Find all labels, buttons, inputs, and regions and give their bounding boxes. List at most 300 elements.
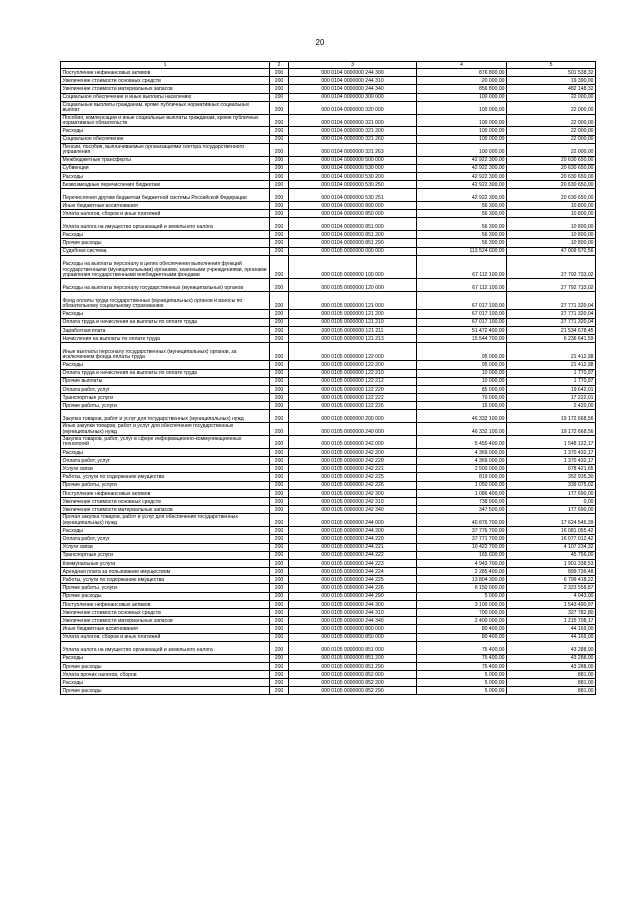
line-code-cell: 200 bbox=[270, 127, 289, 135]
budget-code-cell: 000 0104 0000000 244 310 bbox=[289, 77, 417, 85]
executed-amount-cell: 27 792 733,02 bbox=[507, 255, 596, 279]
table-row bbox=[61, 77, 596, 85]
executed-amount-cell: 327 782,80 bbox=[507, 609, 596, 617]
executed-amount-cell: 17 624 546,39 bbox=[507, 514, 596, 527]
budget-code-cell: 000 0105 0000000 000 000 bbox=[289, 247, 417, 255]
executed-amount-cell: 44 169,00 bbox=[507, 633, 596, 641]
budget-code-cell: 000 0105 0000000 100 000 bbox=[289, 255, 417, 279]
approved-amount-cell: 100 000,00 bbox=[417, 101, 507, 114]
item-name-cell: Иные выплаты персоналу государственных (муниципальных) органов, за исключением фонда оплаты труда bbox=[61, 343, 270, 361]
line-code-cell: 200 bbox=[270, 473, 289, 481]
table-row bbox=[61, 670, 596, 678]
budget-code-cell: 000 0104 0000000 500 000 bbox=[289, 156, 417, 164]
item-name-cell: Арендная плата за пользование имуществом bbox=[61, 568, 270, 576]
approved-amount-cell: 67 112 100,00 bbox=[417, 255, 507, 279]
item-name-cell: Уплата налогов, сборов и иных платежей bbox=[61, 633, 270, 641]
budget-execution-table bbox=[60, 61, 596, 695]
table-body bbox=[61, 69, 596, 695]
item-name-cell: Работы, услуги по содержанию имущества bbox=[61, 473, 270, 481]
executed-amount-cell: 1 370 432,17 bbox=[507, 457, 596, 465]
table-row bbox=[61, 535, 596, 543]
table-row bbox=[61, 568, 596, 576]
column-header: 1 bbox=[61, 62, 270, 69]
item-name-cell: Расходы bbox=[61, 448, 270, 456]
approved-amount-cell: 165 600,00 bbox=[417, 551, 507, 559]
table-row bbox=[61, 448, 596, 456]
executed-amount-cell: 6 236 641,59 bbox=[507, 334, 596, 342]
line-code-cell: 200 bbox=[270, 292, 289, 310]
line-code-cell: 200 bbox=[270, 670, 289, 678]
executed-amount-cell: 21 412,98 bbox=[507, 343, 596, 361]
approved-amount-cell: 56 300,00 bbox=[417, 231, 507, 239]
executed-amount-cell: 177 690,00 bbox=[507, 489, 596, 497]
item-name-cell: Поступление нефинансовых активов bbox=[61, 489, 270, 497]
table-row bbox=[61, 318, 596, 326]
line-code-cell: 200 bbox=[270, 318, 289, 326]
budget-code-cell: 000 0105 0000000 122 210 bbox=[289, 369, 417, 377]
table-row bbox=[61, 514, 596, 527]
budget-code-cell: 000 0105 0000000 244 222 bbox=[289, 551, 417, 559]
budget-code-cell: 000 0105 0000000 851 200 bbox=[289, 654, 417, 662]
budget-code-cell: 000 0105 0000000 242 000 bbox=[289, 436, 417, 449]
approved-amount-cell: 113 524 600,00 bbox=[417, 247, 507, 255]
table-row bbox=[61, 334, 596, 342]
budget-code-cell: 000 0105 0000000 244 290 bbox=[289, 592, 417, 600]
item-name-cell: Расходы bbox=[61, 127, 270, 135]
line-code-cell: 200 bbox=[270, 189, 289, 202]
line-code-cell: 200 bbox=[270, 93, 289, 101]
budget-code-cell: 000 0105 0000000 244 340 bbox=[289, 617, 417, 625]
budget-code-cell: 000 0105 0000000 244 224 bbox=[289, 568, 417, 576]
executed-amount-cell: 45 756,00 bbox=[507, 551, 596, 559]
executed-amount-cell: 27 771 320,04 bbox=[507, 292, 596, 310]
item-name-cell: Иные закупки товаров, работ и услуг для обеспечения государственных (муниципальных) нужд bbox=[61, 423, 270, 436]
line-code-cell: 200 bbox=[270, 436, 289, 449]
item-name-cell: Транспортные услуги bbox=[61, 551, 270, 559]
budget-code-cell: 000 0105 0000000 122 226 bbox=[289, 402, 417, 410]
table-row bbox=[61, 617, 596, 625]
line-code-cell: 200 bbox=[270, 239, 289, 247]
item-name-cell: Судебная система bbox=[61, 247, 270, 255]
executed-amount-cell: 1 548 122,17 bbox=[507, 436, 596, 449]
table-row bbox=[61, 143, 596, 156]
executed-amount-cell: 1 770,97 bbox=[507, 377, 596, 385]
table-row bbox=[61, 93, 596, 101]
approved-amount-cell: 95 000,00 bbox=[417, 343, 507, 361]
table-row bbox=[61, 402, 596, 410]
executed-amount-cell: 881,00 bbox=[507, 679, 596, 687]
budget-code-cell: 000 0105 0000000 120 000 bbox=[289, 279, 417, 292]
line-code-cell: 200 bbox=[270, 369, 289, 377]
table-row bbox=[61, 343, 596, 361]
budget-code-cell: 000 0105 0000000 200 000 bbox=[289, 410, 417, 423]
approved-amount-cell: 100 000,00 bbox=[417, 135, 507, 143]
table-row bbox=[61, 465, 596, 473]
approved-amount-cell: 67 017 100,00 bbox=[417, 318, 507, 326]
budget-code-cell: 000 0105 0000000 244 220 bbox=[289, 535, 417, 543]
line-code-cell: 200 bbox=[270, 551, 289, 559]
executed-amount-cell: 19 390,00 bbox=[507, 77, 596, 85]
approved-amount-cell: 5 455 400,00 bbox=[417, 436, 507, 449]
item-name-cell: Начисления на выплаты по оплате труда bbox=[61, 334, 270, 342]
approved-amount-cell: 67 112 100,00 bbox=[417, 279, 507, 292]
approved-amount-cell: 2 285 400,00 bbox=[417, 568, 507, 576]
table-row bbox=[61, 85, 596, 93]
table-row bbox=[61, 231, 596, 239]
executed-amount-cell: 27 792 733,02 bbox=[507, 279, 596, 292]
line-code-cell: 200 bbox=[270, 361, 289, 369]
table-row bbox=[61, 114, 596, 127]
table-row bbox=[61, 247, 596, 255]
item-name-cell: Оплата труда и начисления на выплаты по оплате труда bbox=[61, 318, 270, 326]
line-code-cell: 200 bbox=[270, 448, 289, 456]
item-name-cell: Межбюджетные трансферты bbox=[61, 156, 270, 164]
item-name-cell: Иные бюджетные ассигнования bbox=[61, 202, 270, 210]
table-row bbox=[61, 584, 596, 592]
item-name-cell: Социальное обеспечение bbox=[61, 135, 270, 143]
approved-amount-cell: 5 000,00 bbox=[417, 592, 507, 600]
line-code-cell: 200 bbox=[270, 310, 289, 318]
budget-code-cell: 000 0105 0000000 242 340 bbox=[289, 506, 417, 514]
approved-amount-cell: 6 150 000,00 bbox=[417, 584, 507, 592]
table-row bbox=[61, 633, 596, 641]
table-row bbox=[61, 457, 596, 465]
item-name-cell: Услуги связи bbox=[61, 465, 270, 473]
executed-amount-cell: 1 370 432,17 bbox=[507, 448, 596, 456]
line-code-cell: 200 bbox=[270, 218, 289, 231]
budget-code-cell: 000 0105 0000000 244 300 bbox=[289, 600, 417, 608]
budget-code-cell: 000 0105 0000000 242 225 bbox=[289, 473, 417, 481]
approved-amount-cell: 4 369 000,00 bbox=[417, 448, 507, 456]
line-code-cell: 200 bbox=[270, 592, 289, 600]
column-header: 4 bbox=[417, 62, 507, 69]
budget-code-cell: 000 0104 0000000 321 263 bbox=[289, 143, 417, 156]
executed-amount-cell: 177 690,00 bbox=[507, 506, 596, 514]
table-row bbox=[61, 576, 596, 584]
item-name-cell: Уплата прочих налогов, сборов bbox=[61, 670, 270, 678]
item-name-cell: Фонд оплаты труда государственных (муниципальных) органов и взносы по обязательному социальному страхованию bbox=[61, 292, 270, 310]
item-name-cell: Расходы bbox=[61, 361, 270, 369]
item-name-cell: Поступление нефинансовых активов bbox=[61, 600, 270, 608]
executed-amount-cell: 339 075,02 bbox=[507, 481, 596, 489]
table-row bbox=[61, 641, 596, 654]
executed-amount-cell: 22 000,00 bbox=[507, 93, 596, 101]
budget-code-cell: 000 0105 0000000 122 212 bbox=[289, 377, 417, 385]
executed-amount-cell: 6 799 418,22 bbox=[507, 576, 596, 584]
budget-code-cell: 000 0105 0000000 244 200 bbox=[289, 527, 417, 535]
budget-code-cell: 000 0105 0000000 122 222 bbox=[289, 394, 417, 402]
table-row bbox=[61, 164, 596, 172]
table-row bbox=[61, 481, 596, 489]
approved-amount-cell: 67 017 100,00 bbox=[417, 310, 507, 318]
executed-amount-cell: 0,00 bbox=[507, 497, 596, 505]
item-name-cell: Социальное обеспечение и иные выплаты населению bbox=[61, 93, 270, 101]
executed-amount-cell: 899 736,48 bbox=[507, 568, 596, 576]
approved-amount-cell: 738 900,00 bbox=[417, 497, 507, 505]
budget-code-cell: 000 0105 0000000 244 223 bbox=[289, 559, 417, 567]
line-code-cell: 200 bbox=[270, 568, 289, 576]
approved-amount-cell: 67 017 100,00 bbox=[417, 292, 507, 310]
budget-code-cell: 000 0104 0000000 530 200 bbox=[289, 172, 417, 180]
table-row bbox=[61, 239, 596, 247]
budget-code-cell: 000 0105 0000000 242 200 bbox=[289, 448, 417, 456]
approved-amount-cell: 75 400,00 bbox=[417, 654, 507, 662]
table-row bbox=[61, 436, 596, 449]
executed-amount-cell: 19 172 668,56 bbox=[507, 410, 596, 423]
item-name-cell: Увеличение стоимости материальных запасов bbox=[61, 617, 270, 625]
approved-amount-cell: 15 000,00 bbox=[417, 402, 507, 410]
budget-code-cell: 000 0104 0000000 530 000 bbox=[289, 164, 417, 172]
budget-code-cell: 000 0105 0000000 121 200 bbox=[289, 310, 417, 318]
table-row bbox=[61, 559, 596, 567]
column-header: 3 bbox=[289, 62, 417, 69]
item-name-cell: Закупка товаров, работ, услуг в сфере информационно-коммуникационных технологий bbox=[61, 436, 270, 449]
line-code-cell: 200 bbox=[270, 506, 289, 514]
executed-amount-cell: 21 534 678,45 bbox=[507, 326, 596, 334]
line-code-cell: 200 bbox=[270, 156, 289, 164]
approved-amount-cell: 100 000,00 bbox=[417, 127, 507, 135]
line-code-cell: 200 bbox=[270, 164, 289, 172]
line-code-cell: 200 bbox=[270, 85, 289, 93]
item-name-cell: Уплата налога на имущество организаций и земельного налога bbox=[61, 218, 270, 231]
item-name-cell: Услуги связи bbox=[61, 543, 270, 551]
executed-amount-cell: 19 172 668,56 bbox=[507, 423, 596, 436]
approved-amount-cell: 819 000,00 bbox=[417, 473, 507, 481]
approved-amount-cell: 85 000,00 bbox=[417, 385, 507, 393]
approved-amount-cell: 56 300,00 bbox=[417, 202, 507, 210]
table-row bbox=[61, 172, 596, 180]
item-name-cell: Безвозмездные перечисления бюджетам bbox=[61, 181, 270, 189]
item-name-cell: Поступление нефинансовых активов bbox=[61, 69, 270, 77]
item-name-cell: Увеличение стоимости материальных запасов bbox=[61, 506, 270, 514]
item-name-cell: Прочие расходы bbox=[61, 592, 270, 600]
executed-amount-cell: 2 420,00 bbox=[507, 402, 596, 410]
item-name-cell: Пособия, компенсации и иные социальные выплаты гражданам, кроме публичных нормативных обязательств bbox=[61, 114, 270, 127]
line-code-cell: 200 bbox=[270, 679, 289, 687]
approved-amount-cell: 4 943 700,00 bbox=[417, 559, 507, 567]
executed-amount-cell: 501 538,32 bbox=[507, 69, 596, 77]
budget-code-cell: 000 0104 0000000 244 340 bbox=[289, 85, 417, 93]
budget-code-cell: 000 0104 0000000 300 000 bbox=[289, 93, 417, 101]
executed-amount-cell: 678 421,65 bbox=[507, 465, 596, 473]
executed-amount-cell: 482 148,32 bbox=[507, 85, 596, 93]
table-row bbox=[61, 385, 596, 393]
executed-amount-cell: 20 630 650,00 bbox=[507, 189, 596, 202]
line-code-cell: 200 bbox=[270, 402, 289, 410]
approved-amount-cell: 46 332 100,00 bbox=[417, 410, 507, 423]
table-row bbox=[61, 369, 596, 377]
executed-amount-cell: 10 800,00 bbox=[507, 239, 596, 247]
line-code-cell: 200 bbox=[270, 394, 289, 402]
budget-code-cell: 000 0104 0000000 321 260 bbox=[289, 135, 417, 143]
line-code-cell: 200 bbox=[270, 481, 289, 489]
executed-amount-cell: 1 543 490,97 bbox=[507, 600, 596, 608]
line-code-cell: 200 bbox=[270, 202, 289, 210]
table-row bbox=[61, 662, 596, 670]
item-name-cell: Прочие работы, услуги bbox=[61, 481, 270, 489]
executed-amount-cell: 16 077 012,42 bbox=[507, 535, 596, 543]
table-row bbox=[61, 326, 596, 334]
item-name-cell: Уплата налога на имущество организаций и земельного налога bbox=[61, 641, 270, 654]
item-name-cell: Расходы bbox=[61, 679, 270, 687]
executed-amount-cell: 47 009 570,56 bbox=[507, 247, 596, 255]
approved-amount-cell: 10 000,00 bbox=[417, 369, 507, 377]
approved-amount-cell: 5 000,00 bbox=[417, 679, 507, 687]
item-name-cell: Иные бюджетные ассигнования bbox=[61, 625, 270, 633]
item-name-cell: Увеличение стоимости основных средств bbox=[61, 77, 270, 85]
executed-amount-cell: 27 771 320,04 bbox=[507, 318, 596, 326]
budget-code-cell: 000 0105 0000000 242 226 bbox=[289, 481, 417, 489]
table-header-row bbox=[61, 62, 596, 69]
item-name-cell: Расходы на выплаты персоналу государственных (муниципальных) органов bbox=[61, 279, 270, 292]
table-row bbox=[61, 592, 596, 600]
budget-code-cell: 000 0105 0000000 244 221 bbox=[289, 543, 417, 551]
executed-amount-cell: 1 901 338,53 bbox=[507, 559, 596, 567]
budget-code-cell: 000 0104 0000000 851 200 bbox=[289, 231, 417, 239]
approved-amount-cell: 42 922 300,00 bbox=[417, 172, 507, 180]
column-header: 2 bbox=[270, 62, 289, 69]
item-name-cell: Расходы bbox=[61, 172, 270, 180]
budget-code-cell: 000 0105 0000000 121 211 bbox=[289, 326, 417, 334]
approved-amount-cell: 56 300,00 bbox=[417, 239, 507, 247]
item-name-cell: Пенсии, пособия, выплачиваемые организациями сектора государственного управления bbox=[61, 143, 270, 156]
budget-code-cell: 000 0104 0000000 530 250 bbox=[289, 181, 417, 189]
table-row bbox=[61, 310, 596, 318]
line-code-cell: 200 bbox=[270, 465, 289, 473]
table-row bbox=[61, 489, 596, 497]
line-code-cell: 200 bbox=[270, 423, 289, 436]
budget-code-cell: 000 0105 0000000 122 200 bbox=[289, 361, 417, 369]
approved-amount-cell: 13 804 300,00 bbox=[417, 576, 507, 584]
executed-amount-cell: 43 288,00 bbox=[507, 662, 596, 670]
line-code-cell: 200 bbox=[270, 343, 289, 361]
table-row bbox=[61, 527, 596, 535]
executed-amount-cell: 10 800,00 bbox=[507, 210, 596, 218]
approved-amount-cell: 37 776 700,00 bbox=[417, 527, 507, 535]
executed-amount-cell: 43 288,00 bbox=[507, 641, 596, 654]
executed-amount-cell: 10 800,00 bbox=[507, 231, 596, 239]
table-row bbox=[61, 654, 596, 662]
executed-amount-cell: 881,00 bbox=[507, 687, 596, 695]
approved-amount-cell: 5 000,00 bbox=[417, 687, 507, 695]
table-row bbox=[61, 410, 596, 423]
table-row bbox=[61, 551, 596, 559]
item-name-cell: Уплата налогов, сборов и иных платежей bbox=[61, 210, 270, 218]
item-name-cell: Работы, услуги по содержанию имущества bbox=[61, 576, 270, 584]
budget-code-cell: 000 0105 0000000 242 220 bbox=[289, 457, 417, 465]
line-code-cell: 200 bbox=[270, 641, 289, 654]
item-name-cell: Увеличение стоимости основных средств bbox=[61, 609, 270, 617]
budget-code-cell: 000 0105 0000000 852 290 bbox=[289, 687, 417, 695]
item-name-cell: Прочие работы, услуги bbox=[61, 402, 270, 410]
approved-amount-cell: 42 922 300,00 bbox=[417, 189, 507, 202]
line-code-cell: 200 bbox=[270, 535, 289, 543]
approved-amount-cell: 876 800,00 bbox=[417, 69, 507, 77]
page-number: 20 bbox=[315, 38, 325, 47]
budget-code-cell: 000 0104 0000000 321 200 bbox=[289, 127, 417, 135]
approved-amount-cell: 51 472 400,00 bbox=[417, 326, 507, 334]
approved-amount-cell: 37 771 700,00 bbox=[417, 535, 507, 543]
item-name-cell: Субвенции bbox=[61, 164, 270, 172]
item-name-cell: Расходы bbox=[61, 310, 270, 318]
line-code-cell: 200 bbox=[270, 625, 289, 633]
item-name-cell: Оплата работ, услуг bbox=[61, 535, 270, 543]
approved-amount-cell: 42 922 300,00 bbox=[417, 156, 507, 164]
item-name-cell: Оплата труда и начисления на выплаты по оплате труда bbox=[61, 369, 270, 377]
approved-amount-cell: 2 400 000,00 bbox=[417, 617, 507, 625]
budget-code-cell: 000 0105 0000000 122 220 bbox=[289, 385, 417, 393]
executed-amount-cell: 1 770,97 bbox=[507, 369, 596, 377]
budget-code-cell: 000 0105 0000000 244 310 bbox=[289, 609, 417, 617]
line-code-cell: 200 bbox=[270, 410, 289, 423]
line-code-cell: 200 bbox=[270, 457, 289, 465]
approved-amount-cell: 1 050 000,00 bbox=[417, 481, 507, 489]
budget-code-cell: 000 0105 0000000 121 210 bbox=[289, 318, 417, 326]
approved-amount-cell: 15 544 700,00 bbox=[417, 334, 507, 342]
executed-amount-cell: 20 630 650,00 bbox=[507, 164, 596, 172]
item-name-cell: Прочие выплаты bbox=[61, 377, 270, 385]
line-code-cell: 200 bbox=[270, 527, 289, 535]
budget-code-cell: 000 0105 0000000 800 000 bbox=[289, 625, 417, 633]
approved-amount-cell: 100 000,00 bbox=[417, 114, 507, 127]
table-row bbox=[61, 127, 596, 135]
executed-amount-cell: 22 000,00 bbox=[507, 114, 596, 127]
executed-amount-cell: 22 000,00 bbox=[507, 135, 596, 143]
item-name-cell: Закупка товаров, работ и услуг для государственных (муниципальных) нужд bbox=[61, 410, 270, 423]
budget-code-cell: 000 0104 0000000 851 000 bbox=[289, 218, 417, 231]
line-code-cell: 200 bbox=[270, 377, 289, 385]
item-name-cell: Расходы bbox=[61, 231, 270, 239]
line-code-cell: 200 bbox=[270, 231, 289, 239]
approved-amount-cell: 100 000,00 bbox=[417, 143, 507, 156]
table-row bbox=[61, 255, 596, 279]
line-code-cell: 200 bbox=[270, 172, 289, 180]
table-row bbox=[61, 609, 596, 617]
approved-amount-cell: 42 922 300,00 bbox=[417, 181, 507, 189]
budget-code-cell: 000 0105 0000000 122 000 bbox=[289, 343, 417, 361]
table-row bbox=[61, 210, 596, 218]
approved-amount-cell: 856 800,00 bbox=[417, 85, 507, 93]
item-name-cell: Социальные выплаты гражданам, кроме публичных нормативных социальных выплат bbox=[61, 101, 270, 114]
budget-code-cell: 000 0105 0000000 851 000 bbox=[289, 641, 417, 654]
approved-amount-cell: 20 000,00 bbox=[417, 77, 507, 85]
line-code-cell: 200 bbox=[270, 576, 289, 584]
line-code-cell: 200 bbox=[270, 255, 289, 279]
approved-amount-cell: 80 400,00 bbox=[417, 633, 507, 641]
executed-amount-cell: 20 630 650,00 bbox=[507, 156, 596, 164]
line-code-cell: 200 bbox=[270, 279, 289, 292]
item-name-cell: Коммунальные услуги bbox=[61, 559, 270, 567]
line-code-cell: 200 bbox=[270, 617, 289, 625]
approved-amount-cell: 10 422 700,00 bbox=[417, 543, 507, 551]
approved-amount-cell: 75 400,00 bbox=[417, 641, 507, 654]
executed-amount-cell: 27 771 320,04 bbox=[507, 310, 596, 318]
item-name-cell: Оплата работ, услуг bbox=[61, 457, 270, 465]
item-name-cell: Транспортные услуги bbox=[61, 394, 270, 402]
budget-code-cell: 000 0105 0000000 242 310 bbox=[289, 497, 417, 505]
budget-code-cell: 000 0105 0000000 244 226 bbox=[289, 584, 417, 592]
approved-amount-cell: 56 300,00 bbox=[417, 218, 507, 231]
approved-amount-cell: 56 300,00 bbox=[417, 210, 507, 218]
approved-amount-cell: 100 000,00 bbox=[417, 93, 507, 101]
table-row bbox=[61, 625, 596, 633]
table-row bbox=[61, 69, 596, 77]
line-code-cell: 200 bbox=[270, 489, 289, 497]
executed-amount-cell: 16 081 055,42 bbox=[507, 527, 596, 535]
table-row bbox=[61, 189, 596, 202]
executed-amount-cell: 20 630 650,00 bbox=[507, 181, 596, 189]
line-code-cell: 200 bbox=[270, 334, 289, 342]
